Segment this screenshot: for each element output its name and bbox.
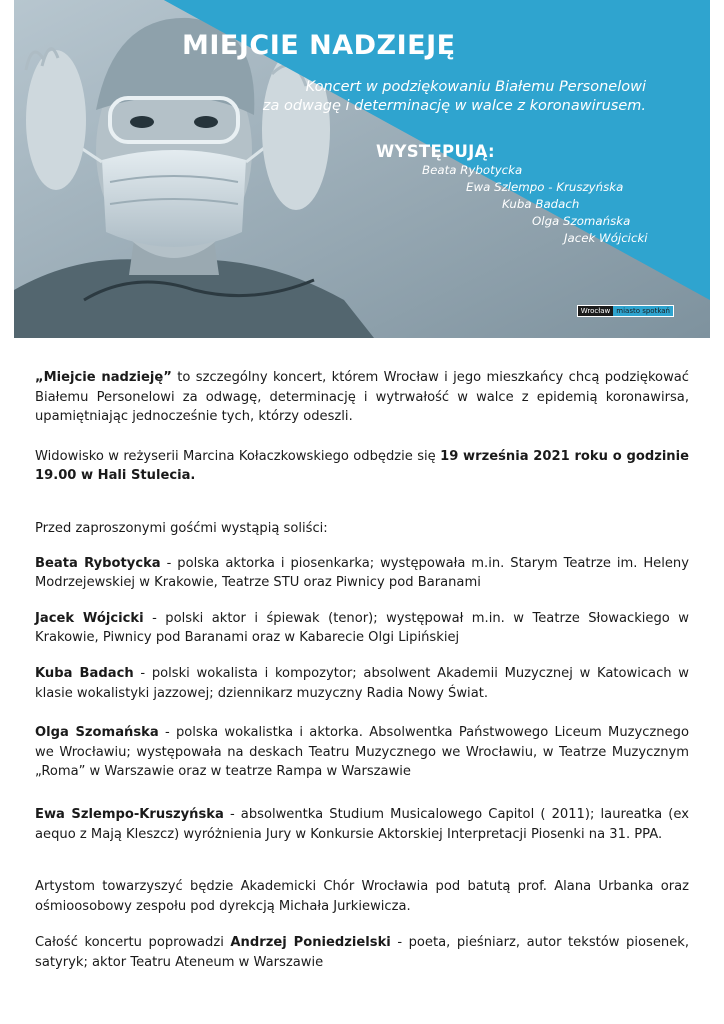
soloist-name: Olga Szomańska	[35, 725, 159, 741]
host-desc: - poeta, pieśniarz, autor tekstów piosenek, satyryk; aktor Teatru Ateneum w Warszawie	[35, 935, 689, 970]
concert-title: „Miejcie nadzieję”	[35, 370, 172, 385]
poster-banner	[14, 0, 710, 338]
document-body	[35, 368, 689, 972]
host-text: Całość koncertu poprowadzi	[35, 935, 231, 951]
logo-text: Wrocław	[578, 306, 613, 316]
performers-heading: WYSTĘPUJĄ:	[376, 142, 495, 161]
banner-subtitle	[206, 78, 646, 116]
soloist-desc: - polska wokalistka i aktorka. Absolwentka Państwowego Liceum Muzycznego we Wrocławiu; występowała na deskach Teatru Muzycznego we Wrocławiu, w Teatrze Muzycznym „Roma” w Warszawie oraz w teatrze Rampa w Warszawie	[35, 725, 689, 780]
event-date-place: 19 września 2021 roku o godzinie 19.00 w Hali Stulecia.	[35, 448, 689, 484]
soloist-paragraph	[35, 723, 689, 782]
event-text: Widowisko w reżyserii Marcina Kołaczkowskiego odbędzie się	[35, 448, 441, 464]
intro-text: to szczególny koncert, którem Wrocław i jego mieszkańcy chcą podziękować Białemu Personelowi za odwagę, determinację i wytrwałość w walce z epidemią koronawirsa, upamiętniając jednocześnie tych, którzy odeszli.	[35, 370, 689, 425]
host-name: Andrzej Poniedzielski	[230, 935, 391, 951]
soloists-intro: Przed zaproszonymi gośćmi wystąpią soliści:	[35, 520, 328, 536]
performer-name: Kuba Badach	[502, 197, 580, 211]
event-paragraph	[35, 447, 689, 486]
soloist-paragraph	[35, 805, 689, 844]
banner-subtitle-line: Koncert w podziękowaniu Białemu Personelowi	[305, 79, 646, 95]
performer-name: Ewa Szlempo - Kruszyńska	[466, 180, 624, 194]
soloist-desc: - polska aktorka i piosenkarka; występowała m.in. Starym Teatrze im. Heleny Modrzejewskiej w Krakowie, Teatrze STU oraz Piwnicy pod Baranami	[35, 555, 689, 591]
host-paragraph	[35, 933, 689, 972]
intro-paragraph	[35, 368, 689, 427]
soloist-paragraph	[35, 609, 689, 648]
wroclaw-logo	[577, 305, 674, 317]
performers-list	[314, 162, 654, 247]
banner-subtitle-line: za odwagę i determinację w walce z koronawirusem.	[262, 98, 646, 114]
performer-name: Beata Rybotycka	[422, 163, 523, 177]
choir-paragraph: Artystom towarzyszyć będzie Akademicki Chór Wrocławia pod batutą prof. Alana Urbanka oraz ośmioosobowy zespołu pod dyrekcją Michała Jurkiewicza.	[35, 879, 689, 914]
banner-title: MIEJCIE NADZIEJĘ	[182, 30, 456, 61]
soloist-name: Beata Rybotycka	[35, 555, 161, 571]
logo-text: miasto spotkań	[613, 306, 673, 316]
soloist-desc: - absolwentka Studium Musicalowego Capitol ( 2011); laureatka (ex aequo z Mają Kleszcz) wyróżnienia Jury w Konkursie Aktorskiej Interpretacji Piosenki na 31. PPA.	[35, 806, 689, 842]
soloist-name: Ewa Szlempo-Kruszyńska	[35, 806, 224, 822]
soloist-desc: - polski wokalista i kompozytor; absolwent Akademii Muzycznej w Katowicach w klasie wokalistyki jazzowej; dziennikarz muzyczny Radia Nowy Świat.	[35, 665, 689, 701]
soloist-desc: - polski aktor i śpiewak (tenor); występował m.in. w Teatrze Słowackiego w Krakowie, Piwnicy pod Baranami oraz w Kabarecie Olgi Lipińskiej	[35, 610, 689, 646]
performer-name: Jacek Wójcicki	[564, 231, 648, 245]
soloist-paragraph	[35, 664, 689, 703]
soloist-paragraph	[35, 554, 689, 593]
performer-name: Olga Szomańska	[532, 214, 631, 228]
soloist-name: Jacek Wójcicki	[35, 610, 144, 626]
soloist-name: Kuba Badach	[35, 665, 134, 681]
